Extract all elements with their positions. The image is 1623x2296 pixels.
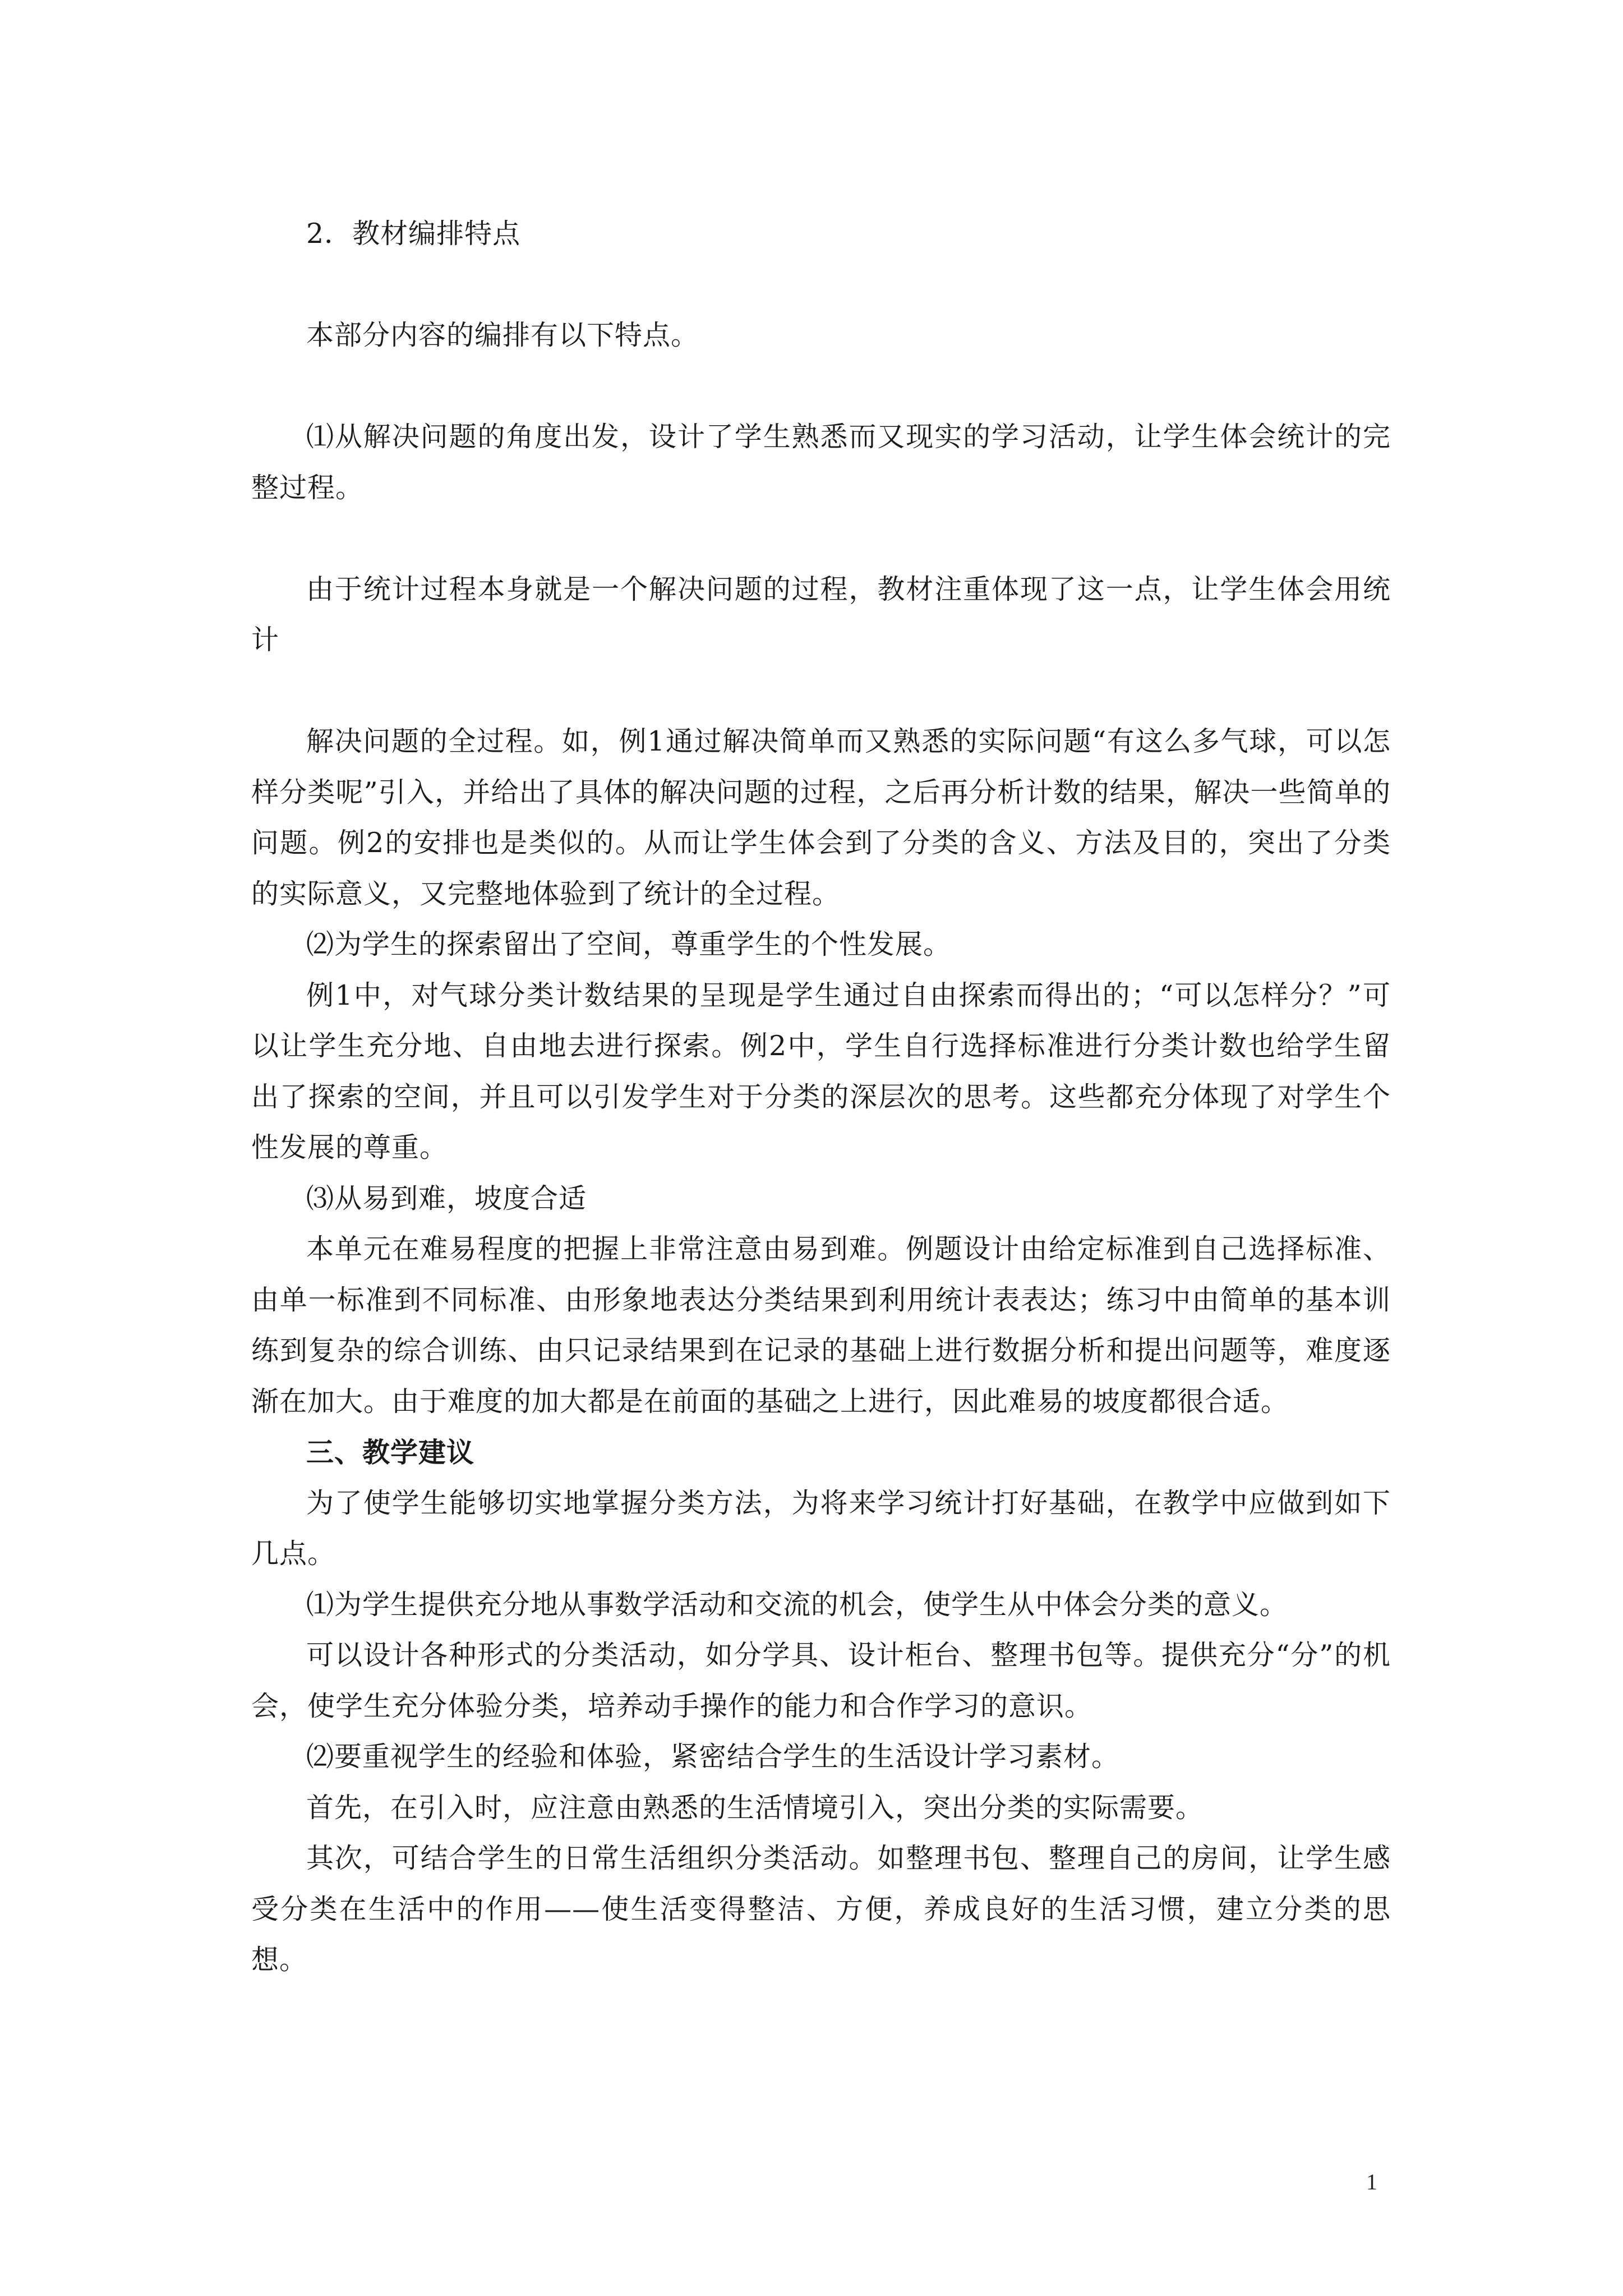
paragraph-example-1: 解决问题的全过程。如，例1通过解决简单而又熟悉的实际问题“有这么多气球，可以怎样分类呢”引入，并给出了具体的解决问题的过程，之后再分析计数的结果，解决一些简单的问题。例2的安排也是类似的。从而让学生体会到了分类的含义、方法及目的，突出了分类的实际意义，又完整地体验到了统计的全过程。	[251, 725, 1391, 910]
document-body	[251, 209, 1391, 1986]
paragraph-suggestion-1: ⑴为学生提供充分地从事数学活动和交流的机会，使学生从中体会分类的意义。	[306, 1588, 1288, 1621]
section-heading-textbook-features: 2．教材编排特点	[306, 218, 521, 250]
paragraph-second: 其次，可结合学生的日常生活组织分类活动。如整理书包、整理自己的房间，让学生感受分类在生活中的作用——使生活变得整洁、方便，养成良好的生活习惯，建立分类的思想。	[251, 1842, 1391, 1976]
paragraph-point-1: ⑴从解决问题的角度出发，设计了学生熟悉而又现实的学习活动，让学生体会统计的完整过程。	[251, 421, 1391, 504]
paragraph-first: 首先，在引入时，应注意由熟悉的生活情境引入，突出分类的实际需要。	[306, 1791, 1204, 1824]
paragraph-intro: 本部分内容的编排有以下特点。	[306, 319, 699, 351]
paragraph-activities: 可以设计各种形式的分类活动，如分学具、设计柜台、整理书包等。提供充分“分”的机会，使学生充分体验分类，培养动手操作的能力和合作学习的意识。	[251, 1639, 1391, 1722]
page-number: 1	[1366, 2169, 1377, 2194]
paragraph-point-3: ⑶从易到难，坡度合适	[306, 1182, 587, 1214]
paragraph-exploration: 例1中，对气球分类计数结果的呈现是学生通过自由探索而得出的；“可以怎样分？”可以让学生充分地、自由地去进行探索。例2中，学生自行选择标准进行分类计数也给学生留出了探索的空间，并且可以引发学生对于分类的深层次的思考。这些都充分体现了对学生个性发展的尊重。	[251, 979, 1391, 1163]
paragraph-point-2: ⑵为学生的探索留出了空间，尊重学生的个性发展。	[306, 928, 952, 960]
paragraph-suggestion-intro: 为了使学生能够切实地掌握分类方法，为将来学习统计打好基础，在教学中应做到如下几点。	[251, 1487, 1391, 1570]
paragraph-suggestion-2: ⑵要重视学生的经验和体验，紧密结合学生的生活设计学习素材。	[306, 1741, 1120, 1773]
paragraph-difficulty: 本单元在难易程度的把握上非常注意由易到难。例题设计由给定标准到自己选择标准、由单一标准到不同标准、由形象地表达分类结果到利用统计表表达；练习中由简单的基本训练到复杂的综合训练、由只记录结果到在记录的基础上进行数据分析和提出问题等，难度逐渐在加大。由于难度的加大都是在前面的基础之上进行，因此难易的坡度都很合适。	[251, 1233, 1391, 1418]
section-heading-teaching-suggestions: 三、教学建议	[306, 1436, 475, 1469]
paragraph-statistics-process: 由于统计过程本身就是一个解决问题的过程，教材注重体现了这一点，让学生体会用统计	[251, 573, 1391, 656]
